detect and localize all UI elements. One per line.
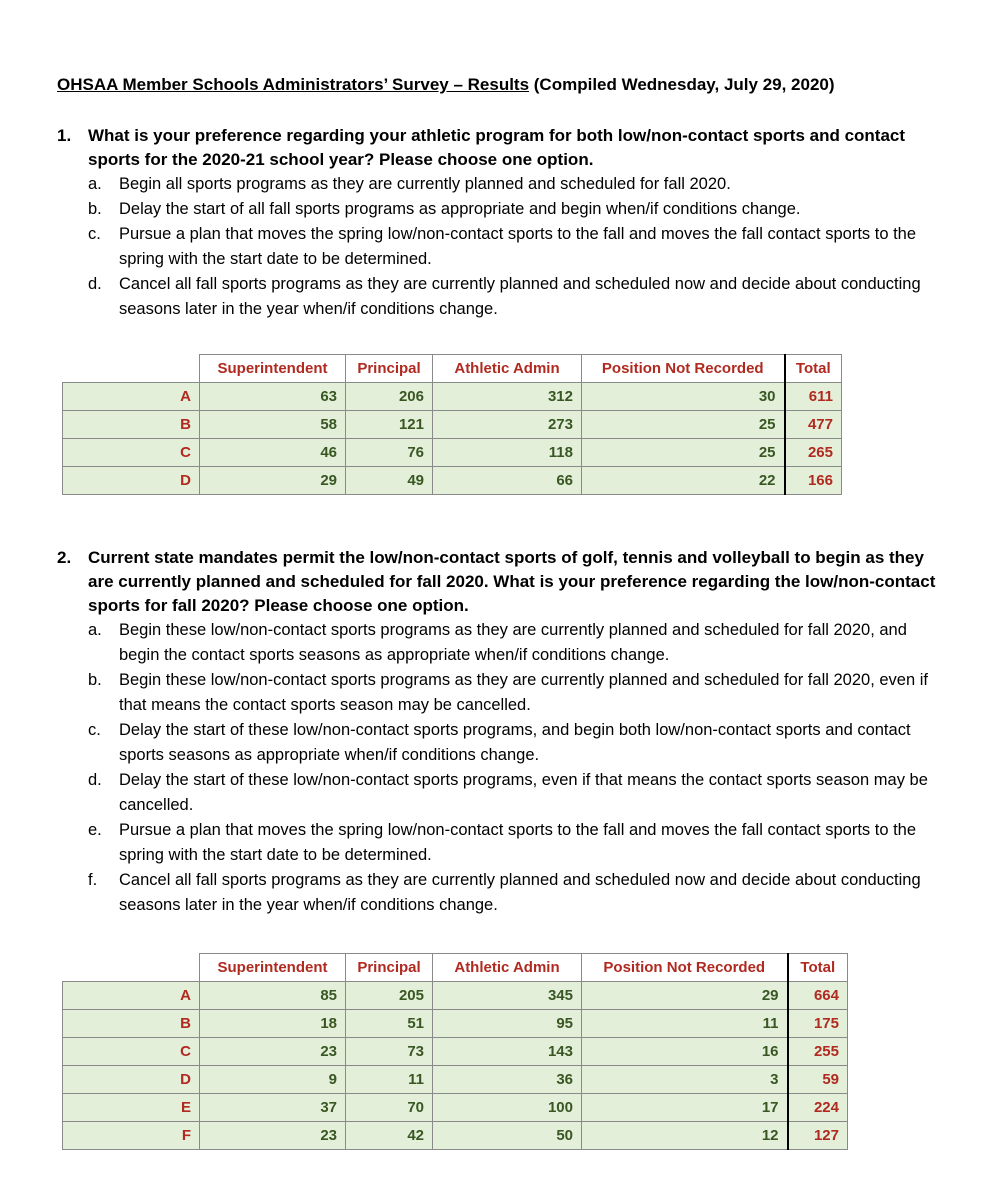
cell-athletic-admin: 273 [433,411,582,439]
cell-position-not-recorded: 25 [582,411,785,439]
cell-total: 477 [785,411,842,439]
cell-total: 265 [785,439,842,467]
header-principal: Principal [346,954,433,982]
question-1 [57,124,937,322]
option-letter: f. [88,871,98,889]
q2-option-d [57,768,937,818]
cell-position-not-recorded: 3 [582,1066,788,1094]
header-superintendent: Superintendent [200,355,346,383]
cell-athletic-admin: 95 [433,1010,582,1038]
header-total: Total [785,355,842,383]
cell-principal: 11 [346,1066,433,1094]
header-superintendent: Superintendent [200,954,346,982]
option-letter: d. [88,275,102,293]
q1-option-c [57,222,937,272]
option-text: Cancel all fall sports programs as they are currently planned and scheduled now and decide about conducting seasons later in the year when/if conditions change. [119,871,921,914]
cell-principal: 76 [346,439,433,467]
question-2-text: Current state mandates permit the low/non-contact sports of golf, tennis and volleyball to begin as they are currently planned and scheduled for fall 2020. What is your preference regarding the low/non-contact sports for fall 2020? Please choose one option. [88,548,936,615]
cell-athletic-admin: 100 [433,1094,582,1122]
cell-position-not-recorded: 16 [582,1038,788,1066]
cell-total: 175 [788,1010,848,1038]
q2-option-f [57,868,937,918]
q2-option-e [57,818,937,868]
option-letter: b. [88,200,102,218]
row-label: A [63,383,200,411]
row-label: F [63,1122,200,1150]
page-title [57,75,835,95]
cell-total: 664 [788,982,848,1010]
cell-principal: 73 [346,1038,433,1066]
header-athletic-admin: Athletic Admin [433,954,582,982]
q2-option-a [57,618,937,668]
row-label: D [63,467,200,495]
table-row [63,1094,848,1122]
cell-position-not-recorded: 25 [582,439,785,467]
table-row [63,1066,848,1094]
cell-superintendent: 23 [200,1038,346,1066]
row-label: B [63,1010,200,1038]
option-text: Pursue a plan that moves the spring low/non-contact sports to the fall and moves the fall contact sports to the spring with the start date to be determined. [119,225,917,268]
header-blank [63,954,200,982]
cell-principal: 121 [346,411,433,439]
cell-total: 166 [785,467,842,495]
cell-principal: 205 [346,982,433,1010]
cell-position-not-recorded: 17 [582,1094,788,1122]
question-2-number: 2. [57,548,72,567]
table-row [63,411,842,439]
row-label: D [63,1066,200,1094]
q1-option-b [57,197,937,222]
option-letter: c. [88,721,101,739]
option-text: Pursue a plan that moves the spring low/non-contact sports to the fall and moves the fall contact sports to the spring with the start date to be determined. [119,821,917,864]
cell-position-not-recorded: 29 [582,982,788,1010]
table-row [63,982,848,1010]
option-text: Begin these low/non-contact sports programs as they are currently planned and scheduled for fall 2020, even if that means the contact sports season may be cancelled. [119,671,928,714]
cell-principal: 70 [346,1094,433,1122]
cell-total: 255 [788,1038,848,1066]
table-header-row [63,355,842,383]
cell-athletic-admin: 66 [433,467,582,495]
option-letter: e. [88,821,102,839]
table-row [63,439,842,467]
row-label: C [63,1038,200,1066]
cell-superintendent: 29 [200,467,346,495]
cell-total: 611 [785,383,842,411]
q2-option-c [57,718,937,768]
cell-superintendent: 46 [200,439,346,467]
row-label: A [63,982,200,1010]
table-header-row [63,954,848,982]
cell-principal: 49 [346,467,433,495]
cell-athletic-admin: 345 [433,982,582,1010]
option-letter: c. [88,225,101,243]
title-underlined: OHSAA Member Schools Administrators’ Survey – Results [57,75,530,94]
table-row [63,383,842,411]
question-1-number: 1. [57,126,72,145]
table-row [63,1122,848,1150]
cell-total: 224 [788,1094,848,1122]
table-row [63,467,842,495]
results-table-q2 [62,953,848,1150]
header-total: Total [788,954,848,982]
question-1-options [57,172,937,322]
cell-superintendent: 37 [200,1094,346,1122]
question-1-text: What is your preference regarding your athletic program for both low/non-contact sports and contact sports for the 2020-21 school year? Please choose one option. [88,126,906,169]
cell-superintendent: 85 [200,982,346,1010]
row-label: B [63,411,200,439]
option-letter: d. [88,771,102,789]
table-row [63,1010,848,1038]
cell-superintendent: 58 [200,411,346,439]
option-text: Delay the start of these low/non-contact sports programs, and begin both low/non-contact sports and contact sports seasons as appropriate when/if conditions change. [119,721,911,764]
results-table-q1 [62,354,842,495]
cell-superintendent: 63 [200,383,346,411]
option-text: Delay the start of all fall sports programs as appropriate and begin when/if conditions change. [119,200,801,218]
cell-principal: 206 [346,383,433,411]
cell-principal: 51 [346,1010,433,1038]
header-blank [63,355,200,383]
cell-athletic-admin: 50 [433,1122,582,1150]
option-letter: a. [88,175,102,193]
cell-superintendent: 18 [200,1010,346,1038]
option-letter: b. [88,671,102,689]
option-text: Cancel all fall sports programs as they are currently planned and scheduled now and decide about conducting seasons later in the year when/if conditions change. [119,275,921,318]
cell-position-not-recorded: 11 [582,1010,788,1038]
row-label: E [63,1094,200,1122]
cell-position-not-recorded: 30 [582,383,785,411]
q2-option-b [57,668,937,718]
option-text: Delay the start of these low/non-contact sports programs, even if that means the contact sports season may be cancelled. [119,771,928,814]
title-date: (Compiled Wednesday, July 29, 2020) [529,75,835,94]
cell-athletic-admin: 312 [433,383,582,411]
header-position-not-recorded: Position Not Recorded [582,954,788,982]
option-letter: a. [88,621,102,639]
question-2-options [57,618,937,918]
header-principal: Principal [346,355,433,383]
cell-principal: 42 [346,1122,433,1150]
q1-option-d [57,272,937,322]
cell-athletic-admin: 36 [433,1066,582,1094]
cell-athletic-admin: 118 [433,439,582,467]
q1-option-a [57,172,937,197]
cell-total: 59 [788,1066,848,1094]
question-2 [57,546,937,918]
cell-superintendent: 9 [200,1066,346,1094]
cell-position-not-recorded: 22 [582,467,785,495]
cell-total: 127 [788,1122,848,1150]
table-row [63,1038,848,1066]
cell-superintendent: 23 [200,1122,346,1150]
option-text: Begin all sports programs as they are currently planned and scheduled for fall 2020. [119,175,731,193]
header-position-not-recorded: Position Not Recorded [582,355,785,383]
option-text: Begin these low/non-contact sports programs as they are currently planned and scheduled for fall 2020, and begin the contact sports seasons as appropriate when/if conditions change. [119,621,907,664]
row-label: C [63,439,200,467]
header-athletic-admin: Athletic Admin [433,355,582,383]
cell-position-not-recorded: 12 [582,1122,788,1150]
cell-athletic-admin: 143 [433,1038,582,1066]
